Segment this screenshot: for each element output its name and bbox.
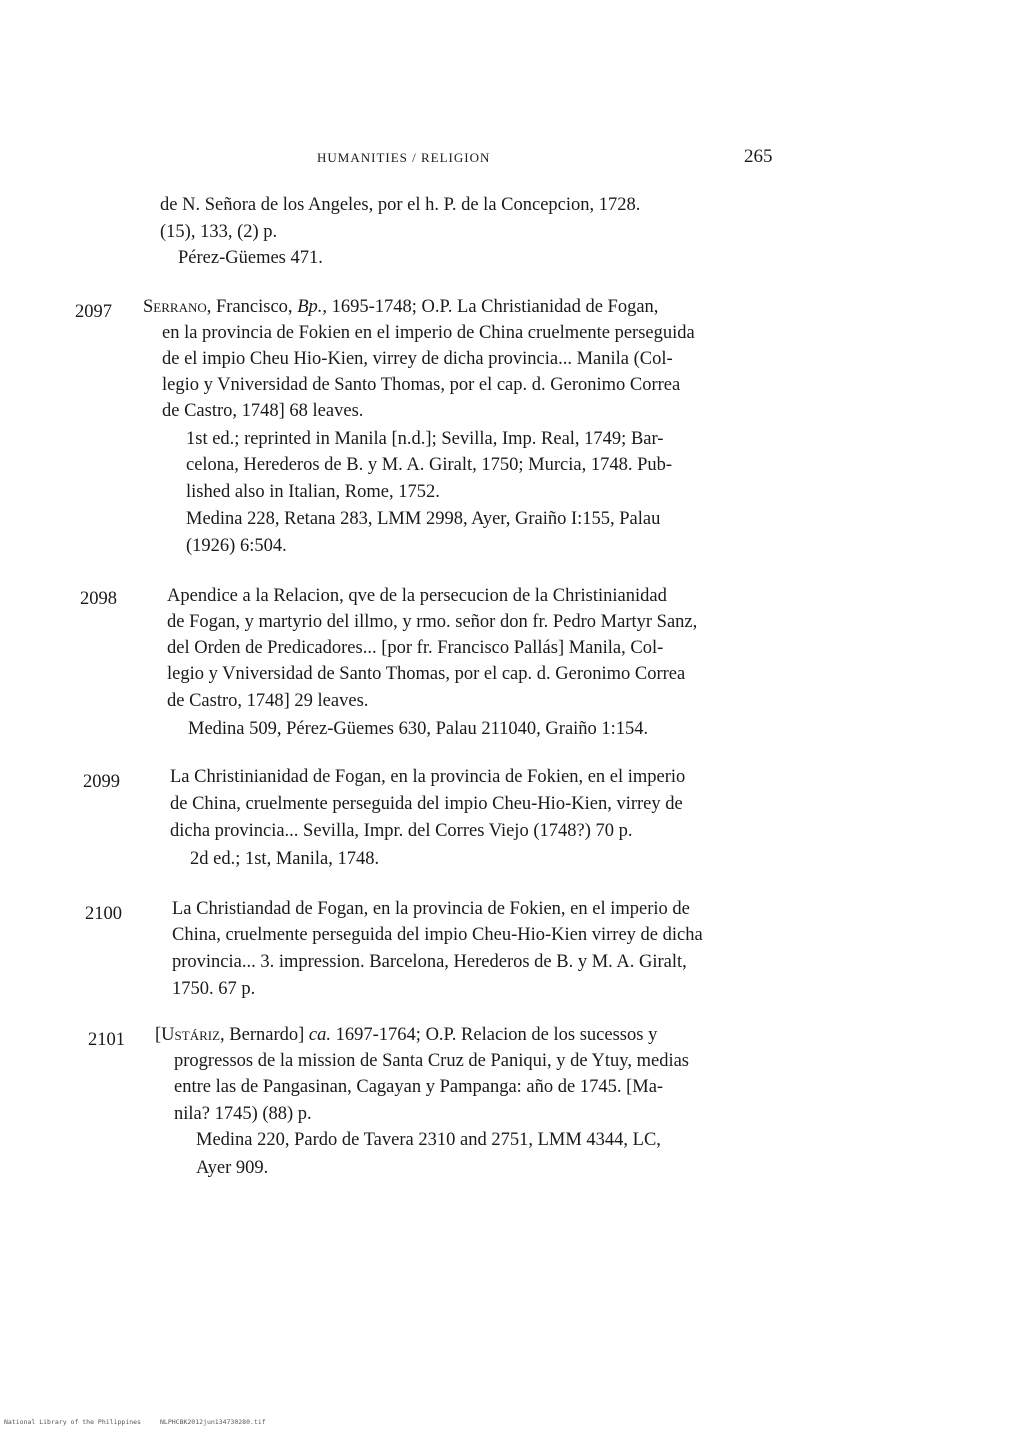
continuation-line: (15), 133, (2) p. (160, 222, 278, 242)
scan-footer (0, 1418, 1011, 1432)
entry-first-line (155, 1022, 657, 1049)
entry-line: entre las de Pangasinan, Cagayan y Pampanga: año de 1745. [Ma- (174, 1077, 664, 1097)
entry-text: , 1695-1748; O.P. La Christianidad de Fogan, (322, 297, 659, 317)
bracket-open: [ (155, 1025, 162, 1045)
entry-note: celona, Herederos de B. y M. A. Giralt, 1750; Murcia, 1748. Pub- (186, 455, 673, 475)
entry-line: de Castro, 1748] 68 leaves. (162, 401, 364, 421)
entry-line: La Christinianidad de Fogan, en la provincia de Fokien, en el imperio (170, 767, 686, 787)
entry-text: 1697-1764; O.P. Relacion de los sucessos y (331, 1025, 658, 1045)
page-number: 265 (744, 146, 773, 167)
entry-line: de el impio Cheu Hio-Kien, virrey de dicha provincia... Manila (Col- (162, 349, 673, 369)
entry-note: lished also in Italian, Rome, 1752. (186, 482, 440, 502)
entry-number: 2098 (80, 589, 117, 609)
running-head: HUMANITIES / RELIGION (317, 150, 491, 165)
footer-file-id: NLPHCBK2012jun134730280.tif (160, 1418, 266, 1426)
entry-note: (1926) 6:504. (186, 536, 287, 556)
page-header (0, 146, 1011, 170)
author-name: Ustáriz (161, 1025, 221, 1045)
entry-line: nila? 1745) (88) p. (174, 1104, 312, 1124)
entry-number: 2100 (85, 904, 122, 924)
entry-line: China, cruelmente perseguida del impio Cheu-Hio-Kien virrey de dicha (172, 925, 703, 945)
entry-note: Medina 509, Pérez-Güemes 630, Palau 211040, Graiño 1:154. (188, 719, 649, 739)
entry-number: 2097 (75, 302, 112, 322)
entry-line: 1750. 67 p. (172, 979, 256, 999)
author-title: Bp. (297, 297, 323, 317)
entry-note: Medina 220, Pardo de Tavera 2310 and 2751, LMM 4344, LC, (196, 1130, 661, 1150)
entry-line: progressos de la mission de Santa Cruz de Paniqui, y de Ytuy, medias (174, 1051, 690, 1071)
entry-note: 1st ed.; reprinted in Manila [n.d.]; Sevilla, Imp. Real, 1749; Bar- (186, 429, 664, 449)
entry-line: de China, cruelmente perseguida del impio Cheu-Hio-Kien, virrey de (170, 794, 683, 814)
author-title: ca. (308, 1025, 332, 1045)
entry-line: de Fogan, y martyrio del illmo, y rmo. señor don fr. Pedro Martyr Sanz, (167, 612, 698, 632)
author-rest: , Bernardo] (220, 1025, 309, 1045)
author-name: Serrano (143, 297, 207, 317)
entry-number: 2099 (83, 772, 120, 792)
entry-line: legio y Vniversidad de Santo Thomas, por el cap. d. Geronimo Correa (167, 664, 686, 684)
entry-first-line (143, 294, 658, 321)
entry-line: Apendice a la Relacion, qve de la persecucion de la Christinianidad (167, 586, 667, 606)
entry-number: 2101 (88, 1030, 125, 1050)
entry-note: Medina 228, Retana 283, LMM 2998, Ayer, Graiño I:155, Palau (186, 509, 661, 529)
entry-line: provincia... 3. impression. Barcelona, Herederos de B. y M. A. Giralt, (172, 952, 687, 972)
author-rest: , Francisco, (206, 297, 298, 317)
entry-line: legio y Vniversidad de Santo Thomas, por el cap. d. Geronimo Correa (162, 375, 681, 395)
entry-note: 2d ed.; 1st, Manila, 1748. (190, 849, 380, 869)
entry-note: Ayer 909. (196, 1158, 269, 1178)
continuation-note: Pérez-Güemes 471. (178, 248, 323, 268)
entry-line: de Castro, 1748] 29 leaves. (167, 691, 369, 711)
footer-library: National Library of the Philippines (4, 1418, 141, 1426)
entry-line: del Orden de Predicadores... [por fr. Francisco Pallás] Manila, Col- (167, 638, 664, 658)
entry-line: La Christiandad de Fogan, en la provincia de Fokien, en el imperio de (172, 899, 690, 919)
entry-line: en la provincia de Fokien en el imperio de China cruelmente perseguida (162, 323, 695, 343)
entry-line: dicha provincia... Sevilla, Impr. del Corres Viejo (1748?) 70 p. (170, 821, 633, 841)
continuation-line: de N. Señora de los Angeles, por el h. P. de la Concepcion, 1728. (160, 195, 641, 215)
